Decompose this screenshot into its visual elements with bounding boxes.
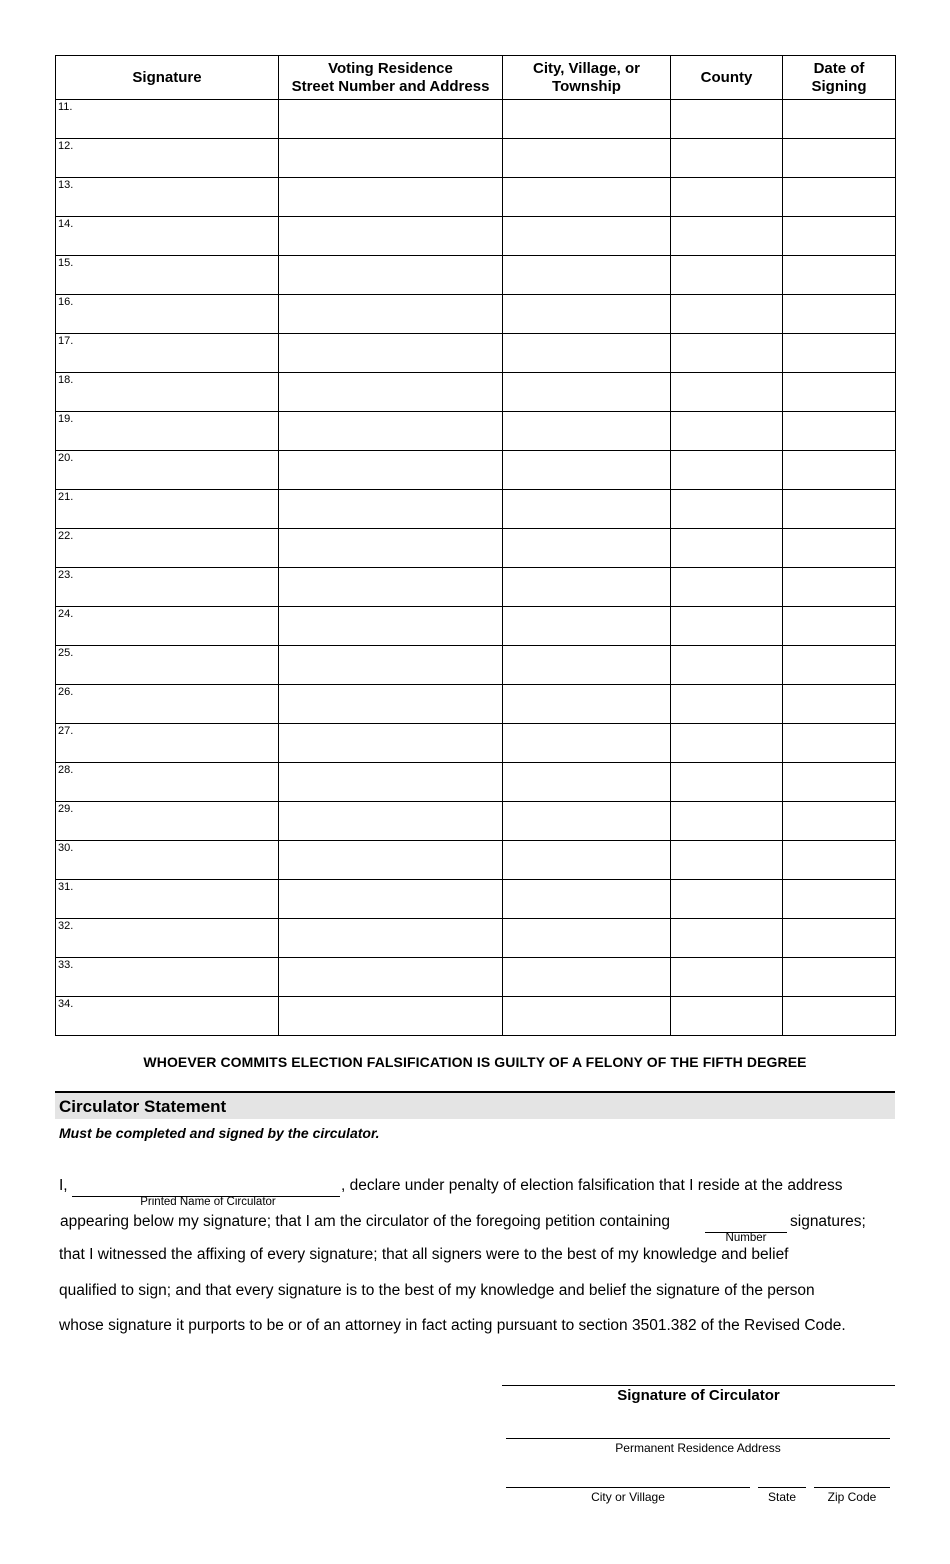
county-cell[interactable] (671, 724, 783, 763)
county-cell[interactable] (671, 178, 783, 217)
table-row (56, 841, 896, 880)
row-number: 16. (58, 296, 74, 308)
address-cell[interactable] (279, 841, 503, 880)
county-cell[interactable] (671, 217, 783, 256)
city-cell[interactable] (503, 646, 671, 685)
date-cell[interactable] (783, 256, 896, 295)
signature-cell[interactable] (56, 490, 279, 529)
table-row (56, 529, 896, 568)
circulator-signature-label: Signature of Circulator (617, 1387, 780, 1404)
table-row (56, 490, 896, 529)
signature-cell[interactable] (56, 295, 279, 334)
row-number: 21. (58, 491, 74, 503)
signature-cell[interactable] (56, 763, 279, 802)
date-cell[interactable] (783, 139, 896, 178)
signature-cell[interactable] (56, 217, 279, 256)
address-cell[interactable] (279, 295, 503, 334)
county-cell[interactable] (671, 841, 783, 880)
header-voting-residence-line1: Voting Residence (328, 59, 453, 77)
header-city-line2: Township (552, 77, 621, 95)
date-cell[interactable] (783, 958, 896, 997)
row-number: 28. (58, 764, 74, 776)
address-cell[interactable] (279, 100, 503, 139)
row-number: 11. (58, 101, 73, 113)
address-cell[interactable] (279, 334, 503, 373)
table-row (56, 958, 896, 997)
header-signature-label: Signature (132, 68, 202, 86)
signature-cell[interactable] (56, 646, 279, 685)
row-number: 22. (58, 530, 74, 542)
county-cell[interactable] (671, 451, 783, 490)
row-number: 32. (58, 920, 74, 932)
city-cell[interactable] (503, 763, 671, 802)
statement-line4: qualified to sign; and that every signature is to the best of my knowledge and belief the signature of the person (59, 1282, 815, 1299)
county-cell[interactable] (671, 256, 783, 295)
county-cell[interactable] (671, 997, 783, 1036)
signature-cell[interactable] (56, 685, 279, 724)
header-voting-residence (279, 56, 503, 100)
address-cell[interactable] (279, 568, 503, 607)
header-date-of-signing (783, 56, 896, 100)
printed-name-field[interactable] (72, 1180, 340, 1197)
circulator-signature-line[interactable] (502, 1385, 895, 1386)
date-cell[interactable] (783, 412, 896, 451)
table-row (56, 373, 896, 412)
signature-cell[interactable] (56, 607, 279, 646)
table-row (56, 334, 896, 373)
city-cell[interactable] (503, 997, 671, 1036)
table-row (56, 568, 896, 607)
signature-cell[interactable] (56, 529, 279, 568)
address-cell[interactable] (279, 139, 503, 178)
city-cell[interactable] (503, 529, 671, 568)
signature-cell[interactable] (56, 334, 279, 373)
table-row (56, 646, 896, 685)
table-row (56, 217, 896, 256)
table-row (56, 607, 896, 646)
date-cell[interactable] (783, 568, 896, 607)
signature-cell[interactable] (56, 373, 279, 412)
date-cell[interactable] (783, 646, 896, 685)
signature-cell[interactable] (56, 997, 279, 1036)
row-number: 19. (58, 413, 74, 425)
date-cell[interactable] (783, 685, 896, 724)
address-cell[interactable] (279, 412, 503, 451)
row-number: 17. (58, 335, 74, 347)
county-cell[interactable] (671, 295, 783, 334)
residence-address-line[interactable] (506, 1438, 890, 1439)
statement-line5: whose signature it purports to be or of an attorney in fact acting pursuant to section 3501.382 of the Revised Code. (59, 1317, 846, 1334)
date-cell[interactable] (783, 919, 896, 958)
address-cell[interactable] (279, 490, 503, 529)
statement-line2-text: appearing below my signature; that I am the circulator of the foregoing petition containing (60, 1213, 671, 1230)
date-cell[interactable] (783, 295, 896, 334)
city-cell[interactable] (503, 295, 671, 334)
signature-cell[interactable] (56, 724, 279, 763)
city-cell[interactable] (503, 880, 671, 919)
date-cell[interactable] (783, 529, 896, 568)
row-number: 13. (58, 179, 74, 191)
city-cell[interactable] (503, 841, 671, 880)
statement-line3: that I witnessed the affixing of every signature; that all signers were to the best of my knowledge and belief (59, 1246, 789, 1263)
date-cell[interactable] (783, 802, 896, 841)
city-label: City or Village (591, 1490, 665, 1504)
signature-cell[interactable] (56, 451, 279, 490)
table-row (56, 997, 896, 1036)
date-cell[interactable] (783, 724, 896, 763)
row-number: 15. (58, 257, 74, 269)
city-line[interactable] (506, 1487, 750, 1488)
county-cell[interactable] (671, 646, 783, 685)
table-row (56, 295, 896, 334)
table-row (56, 139, 896, 178)
city-cell[interactable] (503, 607, 671, 646)
county-cell[interactable] (671, 412, 783, 451)
row-number: 25. (58, 647, 74, 659)
header-voting-residence-line2: Street Number and Address (291, 77, 490, 95)
circulator-statement-subtitle: Must be completed and signed by the circulator. (59, 1125, 380, 1141)
table-row (56, 100, 896, 139)
city-cell[interactable] (503, 334, 671, 373)
address-cell[interactable] (279, 880, 503, 919)
date-cell[interactable] (783, 490, 896, 529)
row-number: 27. (58, 725, 74, 737)
table-row (56, 919, 896, 958)
row-number: 33. (58, 959, 74, 971)
row-number: 34. (58, 998, 74, 1010)
date-cell[interactable] (783, 334, 896, 373)
address-cell[interactable] (279, 685, 503, 724)
signature-rows (56, 100, 896, 1036)
signature-cell[interactable] (56, 919, 279, 958)
row-number: 26. (58, 686, 74, 698)
county-cell[interactable] (671, 334, 783, 373)
row-number: 23. (58, 569, 74, 581)
row-number: 12. (58, 140, 74, 152)
date-cell[interactable] (783, 100, 896, 139)
address-cell[interactable] (279, 217, 503, 256)
circulator-statement-title: Circulator Statement (59, 1097, 227, 1116)
city-cell[interactable] (503, 451, 671, 490)
table-row (56, 802, 896, 841)
header-date-line2: Signing (811, 77, 867, 95)
signature-cell[interactable] (56, 958, 279, 997)
table-row (56, 256, 896, 295)
city-cell[interactable] (503, 802, 671, 841)
city-cell[interactable] (503, 685, 671, 724)
table-header-row (56, 56, 896, 100)
statement-line1-text: , declare under penalty of election falsification that I reside at the address (341, 1177, 843, 1194)
city-cell[interactable] (503, 490, 671, 529)
signature-cell[interactable] (56, 841, 279, 880)
county-cell[interactable] (671, 763, 783, 802)
date-cell[interactable] (783, 178, 896, 217)
header-county (671, 56, 783, 100)
table-row (56, 763, 896, 802)
date-cell[interactable] (783, 880, 896, 919)
county-cell[interactable] (671, 919, 783, 958)
felony-warning: WHOEVER COMMITS ELECTION FALSIFICATION IS GUILTY OF A FELONY OF THE FIFTH DEGREE (143, 1054, 807, 1070)
date-cell[interactable] (783, 763, 896, 802)
signature-cell[interactable] (56, 139, 279, 178)
city-cell[interactable] (503, 100, 671, 139)
address-cell[interactable] (279, 763, 503, 802)
signature-cell[interactable] (56, 256, 279, 295)
address-cell[interactable] (279, 919, 503, 958)
signature-count-field[interactable] (705, 1216, 787, 1233)
city-cell[interactable] (503, 724, 671, 763)
zip-line[interactable] (814, 1487, 890, 1488)
county-cell[interactable] (671, 100, 783, 139)
signature-cell[interactable] (56, 412, 279, 451)
signature-cell[interactable] (56, 178, 279, 217)
row-number: 20. (58, 452, 74, 464)
city-cell[interactable] (503, 958, 671, 997)
county-cell[interactable] (671, 685, 783, 724)
city-cell[interactable] (503, 178, 671, 217)
address-cell[interactable] (279, 178, 503, 217)
address-cell[interactable] (279, 997, 503, 1036)
signature-cell[interactable] (56, 568, 279, 607)
date-cell[interactable] (783, 607, 896, 646)
county-cell[interactable] (671, 139, 783, 178)
city-cell[interactable] (503, 919, 671, 958)
circulator-statement-header (55, 1091, 895, 1119)
city-cell[interactable] (503, 373, 671, 412)
signature-cell[interactable] (56, 802, 279, 841)
state-line[interactable] (758, 1487, 806, 1488)
county-cell[interactable] (671, 958, 783, 997)
city-cell[interactable] (503, 412, 671, 451)
date-cell[interactable] (783, 373, 896, 412)
city-cell[interactable] (503, 139, 671, 178)
address-cell[interactable] (279, 724, 503, 763)
county-cell[interactable] (671, 607, 783, 646)
header-county-label: County (700, 68, 753, 86)
row-number: 14. (58, 218, 74, 230)
address-cell[interactable] (279, 958, 503, 997)
printed-name-caption: Printed Name of Circulator (140, 1196, 276, 1208)
date-cell[interactable] (783, 451, 896, 490)
address-cell[interactable] (279, 256, 503, 295)
row-number: 29. (58, 803, 74, 815)
row-number: 18. (58, 374, 74, 386)
city-cell[interactable] (503, 217, 671, 256)
address-cell[interactable] (279, 373, 503, 412)
date-cell[interactable] (783, 997, 896, 1036)
residence-address-label: Permanent Residence Address (615, 1441, 781, 1455)
table-row (56, 451, 896, 490)
county-cell[interactable] (671, 490, 783, 529)
header-city-line1: City, Village, or (533, 59, 640, 77)
state-label: State (767, 1490, 797, 1504)
signature-cell[interactable] (56, 880, 279, 919)
date-cell[interactable] (783, 841, 896, 880)
table-row (56, 412, 896, 451)
table-row (56, 685, 896, 724)
address-cell[interactable] (279, 451, 503, 490)
address-cell[interactable] (279, 607, 503, 646)
header-date-line1: Date of (813, 59, 865, 77)
address-cell[interactable] (279, 529, 503, 568)
row-number: 30. (58, 842, 74, 854)
header-city (503, 56, 671, 100)
table-row (56, 724, 896, 763)
county-cell[interactable] (671, 568, 783, 607)
zip-label: Zip Code (827, 1490, 877, 1504)
county-cell[interactable] (671, 802, 783, 841)
row-number: 24. (58, 608, 74, 620)
county-cell[interactable] (671, 373, 783, 412)
signature-cell[interactable] (56, 100, 279, 139)
address-cell[interactable] (279, 802, 503, 841)
row-number: 31. (58, 881, 74, 893)
statement-line2-suffix: signatures; (790, 1213, 866, 1230)
county-cell[interactable] (671, 880, 783, 919)
city-cell[interactable] (503, 568, 671, 607)
county-cell[interactable] (671, 529, 783, 568)
address-cell[interactable] (279, 646, 503, 685)
table-row (56, 880, 896, 919)
city-cell[interactable] (503, 256, 671, 295)
number-caption: Number (725, 1232, 767, 1244)
header-signature (56, 56, 279, 100)
table-row (56, 178, 896, 217)
statement-i-prefix: I, (59, 1177, 68, 1194)
date-cell[interactable] (783, 217, 896, 256)
signature-table (55, 55, 896, 1036)
